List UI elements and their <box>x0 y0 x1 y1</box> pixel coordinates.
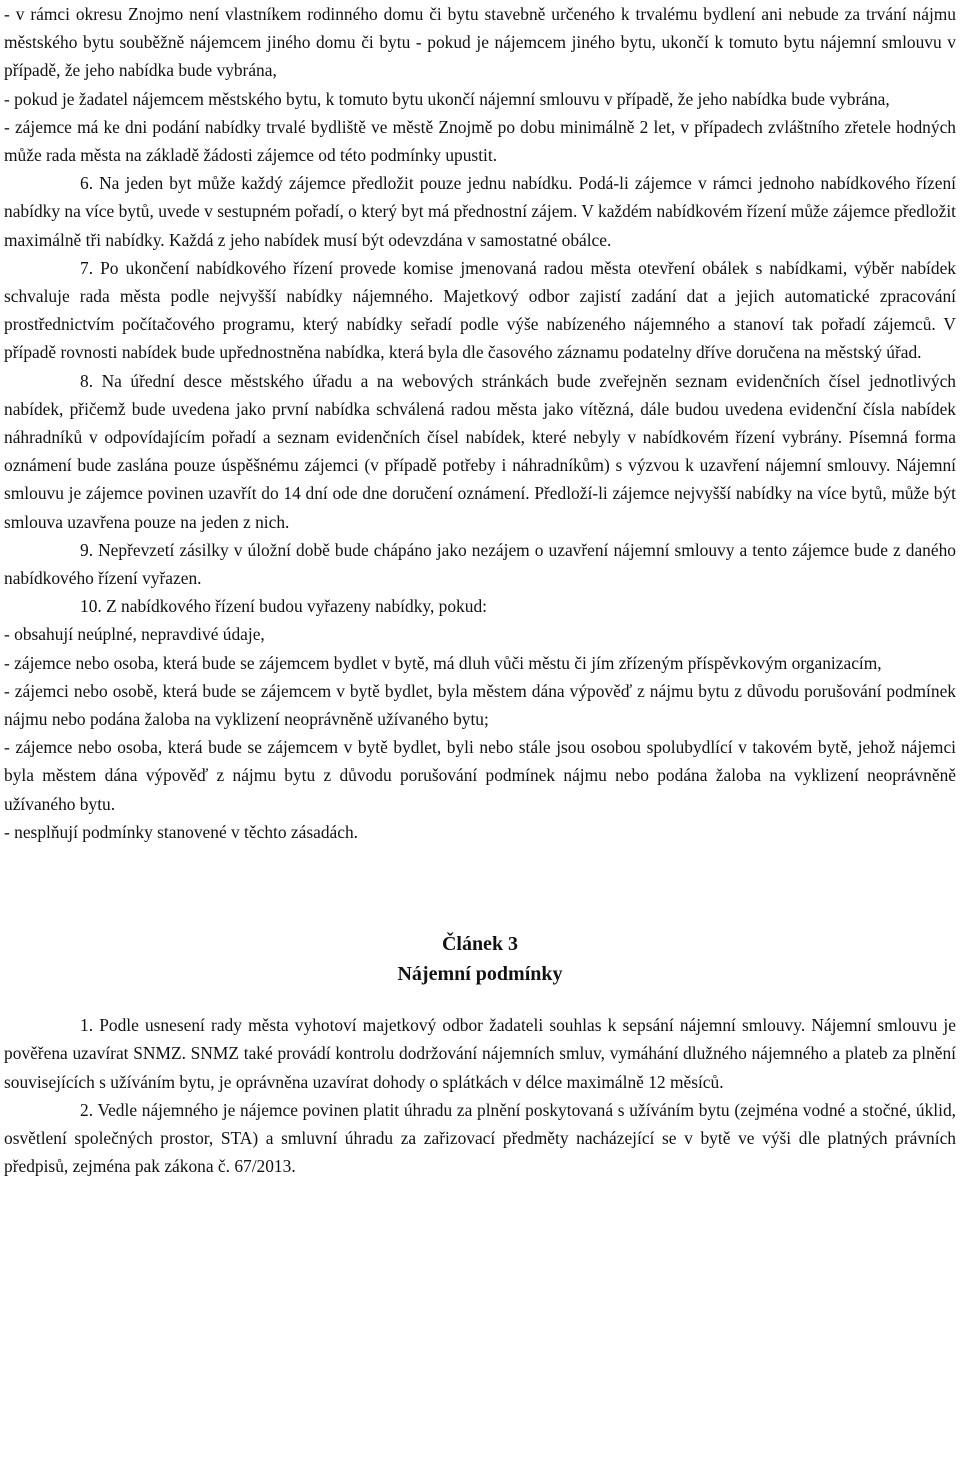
article-3-subtitle: Nájemní podmínky <box>397 963 563 986</box>
section-10-item: - zájemce nebo osoba, která bude se zájemcem bydlet v bytě, má dluh vůči městu či jím zřízeným příspěvkovým organizacím, <box>4 652 882 673</box>
section-10-item: - zájemce nebo osoba, která bude se zájemcem v bytě bydlet, byli nebo stále jsou osobou spolubydlící v takovém bytě, jehož nájemci byla městem dána výpověď z nájmu bytu z důvodu porušování podmínek nájmu nebo podána žaloba na vyklizení neoprávněně užívaného bytu. <box>4 737 956 814</box>
section-10-item: - obsahují neúplné, nepravdivé údaje, <box>4 624 265 645</box>
heading-spacer <box>4 989 956 1011</box>
article-3-paragraph-2: 2. Vedle nájemného je nájemce povinen platit úhradu za plnění poskytovaná s užíváním bytu (zejména vodné a stočné, úklid, osvětlení společných prostor, STA) a smluvní úhradu za zařizovací předměty nacházející se v bytě ve výši dle platných právních předpisů, zejména pak zákona č. 67/2013. <box>4 1099 956 1177</box>
intro-item-city-tenant: - pokud je žadatel nájemcem městského bytu, k tomuto bytu ukončí nájemní smlouvu v případě, že jeho nabídka bude vybrána, <box>4 88 890 109</box>
article-3-paragraph-1: 1. Podle usnesení rady města vyhotoví majetkový odbor žadateli souhlas k sepsání nájemní smlouvy. Nájemní smlouvu je pověřena uzavírat SNMZ. SNMZ také provádí kontrolu dodržování nájemních smluv, vymáhání dlužného nájemného a plateb za plnění souvisejících s užíváním bytu, je oprávněna uzavírat dohody o splátkách v délce maximálně 12 měsíců. <box>4 1015 956 1092</box>
article-3-title: Článek 3 <box>441 933 519 956</box>
section-10-heading: 10. Z nabídkového řízení budou vyřazeny nabídky, pokud: <box>80 596 487 617</box>
intro-item-ownership: - v rámci okresu Znojmo není vlastníkem rodinného domu či bytu stavebně určeného k trvalému bydlení ani nebude za trvání nájmu městského bytu souběžně nájemcem jiného domu či bytu - pokud je nájemcem jiného bytu, ukončí k tomuto bytu nájemní smlouvu v případě, že jeho nabídka bude vybrána, <box>4 4 956 81</box>
section-spacer <box>4 846 956 929</box>
section-7-paragraph: 7. Po ukončení nabídkového řízení provede komise jmenovaná radou města otevření obálek s nabídkami, výběr nabídek schvaluje rada města podle nejvyšší nabídky nájemného. Majetkový odbor zajistí zadání dat a jejich automatické zpracování prostřednictvím počítačového programu, který nabídky seřadí podle výše nabízeného nájemného a stanoví tak pořadí zájemců. V případě rovnosti nabídek bude upřednostněna nabídka, která byla dle časového záznamu podatelny dříve doručena na městský úřad. <box>4 257 956 363</box>
section-6-paragraph: 6. Na jeden byt může každý zájemce předložit pouze jednu nabídku. Podá-li zájemce v rámci jednoho nabídkového řízení nabídky na více bytů, uvede v sestupném pořadí, o který byt má přednostní zájem. V každém nabídkovém řízení může zájemce předložit maximálně tři nabídky. Každá z jeho nabídek musí být odevzdána v samostatné obálce. <box>4 173 956 250</box>
document-page <box>4 0 956 1180</box>
intro-item-residence: - zájemce má ke dni podání nabídky trvalé bydliště ve městě Znojmě po dobu minimálně 2 let, v případech zvláštního zřetele hodných může rada města na základě žádosti zájemce od této podmínky upustit. <box>4 116 956 166</box>
section-8-paragraph: 8. Na úřední desce městského úřadu a na webových stránkách bude zveřejněn seznam evidenčních čísel jednotlivých nabídek, přičemž bude uvedena jako první nabídka schválená radou města jako vítězná, dále budou uvedena evidenční čísla nabídek náhradníků v odpovídajícím pořadí a seznam evidenčních čísel nabídek, které nebyly v nabídkovém řízení vybrány. Písemná forma oznámení bude zaslána pouze úspěšnému zájemci (v případě potřeby i náhradníkům) s výzvou k uzavření nájemní smlouvy. Nájemní smlouvu je zájemce povinen uzavřít do 14 dní ode dne doručení oznámení. Předloží-li zájemce nejvyšší nabídky na více bytů, může být smlouva uzavřena pouze na jeden z nich. <box>4 370 956 532</box>
section-9-paragraph: 9. Nepřevzetí zásilky v úložní době bude chápáno jako nezájem o uzavření nájemní smlouvy a tento zájemce bude z daného nabídkového řízení vyřazen. <box>4 539 956 589</box>
section-10-item: - nesplňují podmínky stanovené v těchto zásadách. <box>4 821 358 842</box>
section-10-item: - zájemci nebo osobě, která bude se zájemcem v bytě bydlet, byla městem dána výpověď z nájmu bytu z důvodu porušování podmínek nájmu nebo podána žaloba na vyklizení neoprávněně užívaného bytu; <box>4 680 956 730</box>
